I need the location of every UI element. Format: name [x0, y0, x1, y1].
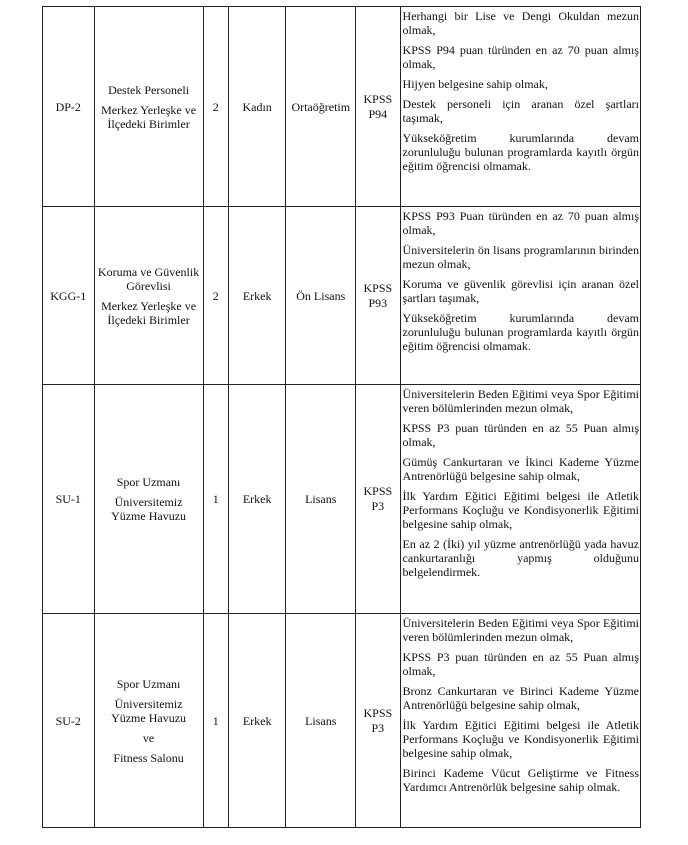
requirement-item: KPSS P93 Puan türünden en az 70 puan almış olmak,: [402, 209, 639, 237]
position-unit: [94, 7, 203, 207]
position-count: 2: [203, 207, 228, 385]
requirements-list: [401, 9, 640, 173]
unit-line: Fitness Salonu: [113, 750, 184, 765]
position-kpss: [356, 7, 400, 207]
kpss-label: KPSS P93: [363, 280, 393, 310]
position-gender: Erkek: [228, 207, 286, 385]
requirement-item: Üniversitelerin Beden Eğitimi veya Spor Eğitimi veren bölümlerinden mezun olmak,: [402, 616, 639, 644]
position-unit: [94, 614, 203, 828]
kpss-label: KPSS P3: [363, 705, 393, 735]
position-code: SU-2: [43, 614, 95, 828]
unit-line: Üniversitemiz Yüzme Havuzu: [111, 495, 187, 523]
requirement-item: KPSS P3 puan türünden en az 55 Puan almış olmak,: [402, 650, 639, 678]
requirement-item: KPSS P3 puan türünden en az 55 Puan almış olmak,: [402, 421, 639, 449]
position-kpss: [356, 614, 400, 828]
position-count: 2: [203, 7, 228, 207]
requirement-item: Gümüş Cankurtaran ve İkinci Kademe Yüzme Antrenörlüğü belgesine sahip olmak,: [402, 455, 639, 483]
position-education: Lisans: [286, 614, 356, 828]
position-requirements: [400, 207, 640, 385]
position-code: KGG-1: [43, 207, 95, 385]
position-unit: [94, 207, 203, 385]
requirement-item: Bronz Cankurtaran ve Birinci Kademe Yüzme Antrenörlüğü belgesine sahip olmak,: [402, 684, 639, 712]
requirement-item: İlk Yardım Eğitici Eğitimi belgesi ile Atletik Performans Koçluğu ve Kondisyonerlik Eğitimi belgesine sahip olmak,: [402, 718, 639, 760]
requirement-item: Herhangi bir Lise ve Dengi Okuldan mezun olmak,: [402, 9, 639, 37]
position-kpss: [356, 207, 400, 385]
unit-line: Destek Personeli: [108, 82, 190, 97]
position-code: SU-1: [43, 385, 95, 614]
table-row: [43, 207, 641, 385]
position-education: Lisans: [286, 385, 356, 614]
unit-line: ve: [142, 730, 155, 745]
position-gender: Erkek: [228, 614, 286, 828]
requirements-list: [401, 616, 640, 794]
position-kpss: [356, 385, 400, 614]
table-row: [43, 385, 641, 614]
position-code: DP-2: [43, 7, 95, 207]
unit-line: Üniversitemiz Yüzme Havuzu: [111, 696, 187, 725]
position-requirements: [400, 614, 640, 828]
positions-table-body: [43, 7, 641, 828]
kpss-label: KPSS P3: [363, 484, 393, 513]
requirements-list: [401, 387, 640, 579]
requirement-item: KPSS P94 puan türünden en az 70 puan almış olmak,: [402, 43, 639, 71]
position-unit: [94, 385, 203, 614]
requirement-item: Destek personeli için aranan özel şartları taşımak,: [402, 97, 639, 125]
position-education: Ortaöğretim: [286, 7, 356, 207]
requirement-item: Birinci Kademe Vücut Geliştirme ve Fitness Yardımcı Antrenörlük belgesine sahip olmak.: [402, 766, 639, 794]
unit-line: Merkez Yerleşke ve İlçedeki Birimler: [101, 298, 197, 327]
position-gender: Kadın: [228, 7, 286, 207]
unit-line: Spor Uzmanı: [116, 676, 181, 691]
position-count: 1: [203, 614, 228, 828]
table-row: [43, 614, 641, 828]
requirement-item: Üniversitelerin ön lisans programlarının birinden mezun olmak,: [402, 243, 639, 271]
position-requirements: [400, 7, 640, 207]
unit-line: Koruma ve Güvenlik Görevlisi: [97, 264, 200, 293]
position-education: Ön Lisans: [286, 207, 356, 385]
requirement-item: En az 2 (İki) yıl yüzme antrenörlüğü yada havuz cankurtaranlığı yapmış olduğunu belgelendirmek.: [402, 537, 639, 579]
unit-line: Merkez Yerleşke ve İlçedeki Birimler: [101, 102, 197, 131]
position-gender: Erkek: [228, 385, 286, 614]
requirement-item: Üniversitelerin Beden Eğitimi veya Spor Eğitimi veren bölümlerinden mezun olmak,: [402, 387, 639, 415]
requirement-item: Hijyen belgesine sahip olmak,: [402, 77, 548, 91]
requirement-item: Koruma ve güvenlik görevlisi için aranan özel şartları taşımak,: [402, 277, 639, 305]
requirement-item: İlk Yardım Eğitici Eğitimi belgesi ile Atletik Performans Koçluğu ve Kondisyonerlik Eğitimi belgesine sahip olmak,: [402, 489, 639, 531]
requirement-item: Yükseköğretim kurumlarında devam zorunluluğu bulunan programlarda kayıtlı örgün eğitim öğrencisi olmamak.: [402, 311, 639, 353]
table-row: [43, 7, 641, 207]
kpss-label: KPSS P94: [363, 91, 393, 121]
position-count: 1: [203, 385, 228, 614]
unit-line: Spor Uzmanı: [116, 475, 181, 489]
position-requirements: [400, 385, 640, 614]
positions-table: [42, 6, 641, 828]
requirement-item: Yükseköğretim kurumlarında devam zorunluluğu bulunan programlarda kayıtlı örgün eğitim öğrencisi olmamak.: [402, 131, 639, 173]
requirements-list: [401, 209, 640, 353]
